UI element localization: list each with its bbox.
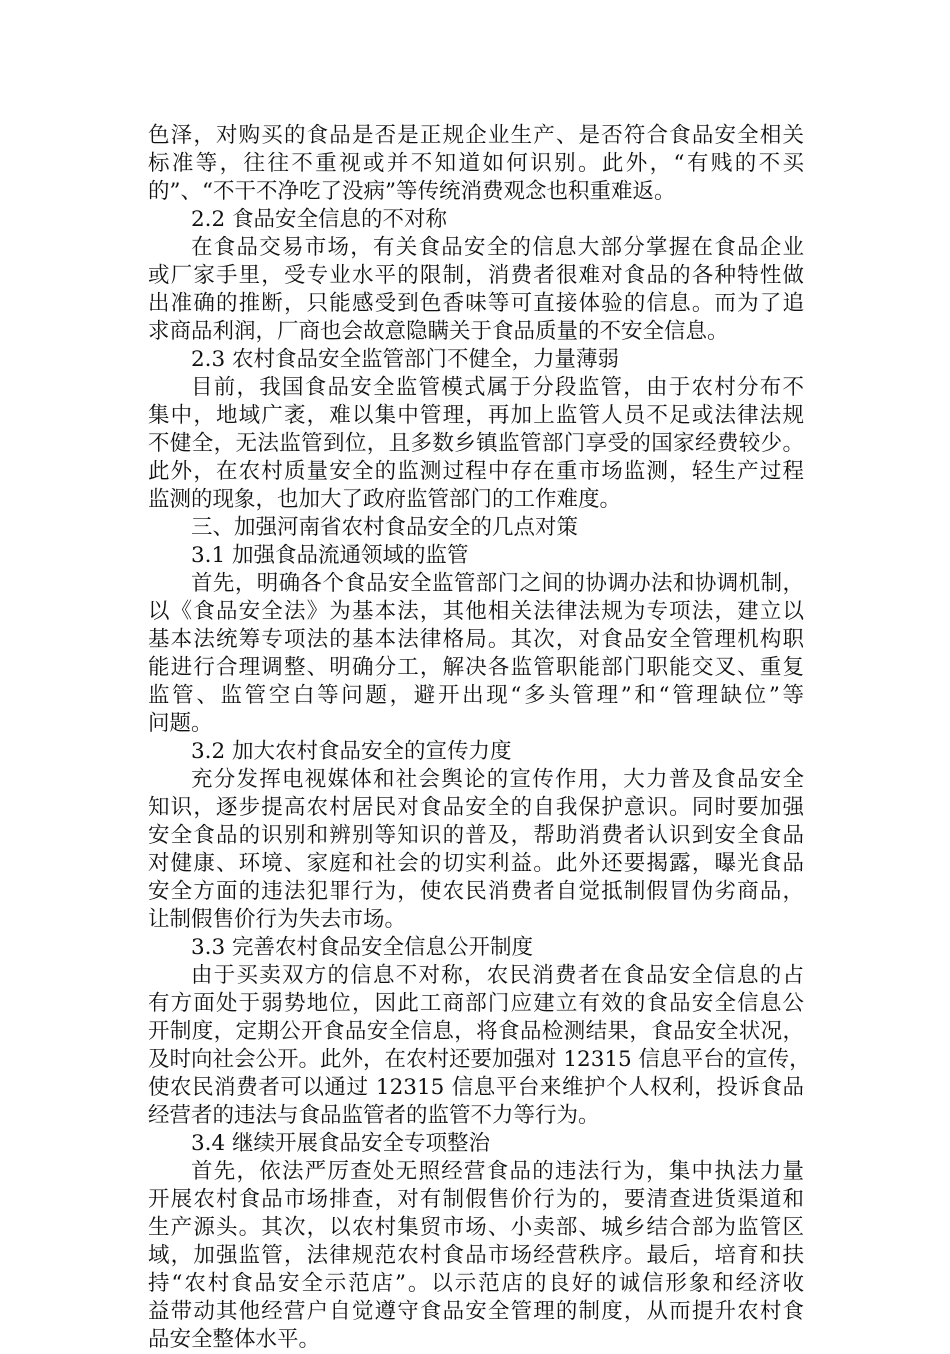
text-line: 使农民消费者可以通过 12315 信息平台来维护个人权利，投诉食品 — [148, 1075, 804, 1100]
text-line: 3.2 加大农村食品安全的宣传力度 — [191, 739, 512, 764]
text-line: 让制假售价行为失去市场。 — [148, 907, 407, 932]
text-line: 三、加强河南省农村食品安全的几点对策 — [191, 515, 579, 540]
text-line: 色泽，对购买的食品是否是正规企业生产、是否符合食品安全相关 — [148, 123, 804, 148]
text-line: 此外，在农村质量安全的监测过程中存在重市场监测，轻生产过程 — [148, 459, 804, 484]
text-line: 在食品交易市场，有关食品安全的信息大部分掌握在食品企业 — [191, 235, 804, 260]
text-line: 目前，我国食品安全监管模式属于分段监管，由于农村分布不 — [191, 375, 804, 400]
text-line: 首先，依法严厉查处无照经营食品的违法行为，集中执法力量 — [191, 1159, 804, 1184]
text-line: 持“农村食品安全示范店”。以示范店的良好的诚信形象和经济收 — [148, 1271, 804, 1296]
text-line: 以《食品安全法》为基本法，其他相关法律法规为专项法，建立以 — [148, 599, 804, 624]
text-line: 监管、监管空白等问题，避开出现“多头管理”和“管理缺位”等 — [148, 683, 804, 708]
text-line: 充分发挥电视媒体和社会舆论的宣传作用，大力普及食品安全 — [191, 767, 804, 792]
text-line: 问题。 — [148, 711, 213, 736]
text-line: 益带动其他经营户自觉遵守食品安全管理的制度，从而提升农村食 — [148, 1299, 804, 1324]
text-line: 集中，地域广袤，难以集中管理，再加上监管人员不足或法律法规 — [148, 403, 804, 428]
text-line: 安全食品的识别和辨别等知识的普及，帮助消费者认识到安全食品 — [148, 823, 804, 848]
text-line: 或厂家手里，受专业水平的限制，消费者很难对食品的各种特性做 — [148, 263, 804, 288]
text-line: 出准确的推断，只能感受到色香味等可直接体验的信息。而为了追 — [148, 291, 804, 316]
text-line: 有方面处于弱势地位，因此工商部门应建立有效的食品安全信息公 — [148, 991, 804, 1016]
text-line: 3.4 继续开展食品安全专项整治 — [191, 1131, 491, 1156]
text-line: 开展农村食品市场排查，对有制假售价行为的，要清查进货渠道和 — [148, 1187, 804, 1212]
text-line: 对健康、环境、家庭和社会的切实利益。此外还要揭露，曝光食品 — [148, 851, 804, 876]
text-line: 经营者的违法与食品监管者的监管不力等行为。 — [148, 1103, 600, 1128]
text-line: 2.3 农村食品安全监管部门不健全，力量薄弱 — [191, 347, 620, 372]
text-line: 品安全整体水平。 — [148, 1327, 321, 1352]
document-body — [148, 122, 811, 1354]
text-line: 3.3 完善农村食品安全信息公开制度 — [191, 935, 534, 960]
text-line: 域，加强监管，法律规范农村食品市场经营秩序。最后，培育和扶 — [148, 1243, 804, 1268]
text-line: 标准等，往往不重视或并不知道如何识别。此外，“有贱的不买 — [148, 151, 804, 176]
text-line: 3.1 加强食品流通领域的监管 — [191, 543, 469, 568]
text-line: 监测的现象，也加大了政府监管部门的工作难度。 — [148, 487, 622, 512]
text-line: 开制度，定期公开食品安全信息，将食品检测结果，食品安全状况， — [148, 1019, 804, 1044]
text-line: 不健全，无法监管到位，且多数乡镇监管部门享受的国家经费较少。 — [148, 431, 804, 456]
text-line: 求商品利润，厂商也会故意隐瞒关于食品质量的不安全信息。 — [148, 319, 729, 344]
text-line: 及时向社会公开。此外，在农村还要加强对 12315 信息平台的宣传， — [148, 1047, 811, 1072]
text-line: 的”、“不干不净吃了没病”等传统消费观念也积重难返。 — [148, 179, 676, 204]
text-line: 由于买卖双方的信息不对称，农民消费者在食品安全信息的占 — [191, 963, 804, 988]
text-line: 能进行合理调整、明确分工，解决各监管职能部门职能交叉、重复 — [148, 655, 804, 680]
text-line: 基本法统筹专项法的基本法律格局。其次，对食品安全管理机构职 — [148, 627, 804, 652]
text-line: 2.2 食品安全信息的不对称 — [191, 207, 448, 232]
text-line: 首先，明确各个食品安全监管部门之间的协调办法和协调机制， — [191, 571, 804, 596]
text-line: 知识，逐步提高农村居民对食品安全的自我保护意识。同时要加强 — [148, 795, 804, 820]
text-line: 安全方面的违法犯罪行为，使农民消费者自觉抵制假冒伪劣商品， — [148, 879, 804, 904]
text-line: 生产源头。其次，以农村集贸市场、小卖部、城乡结合部为监管区 — [148, 1215, 804, 1240]
